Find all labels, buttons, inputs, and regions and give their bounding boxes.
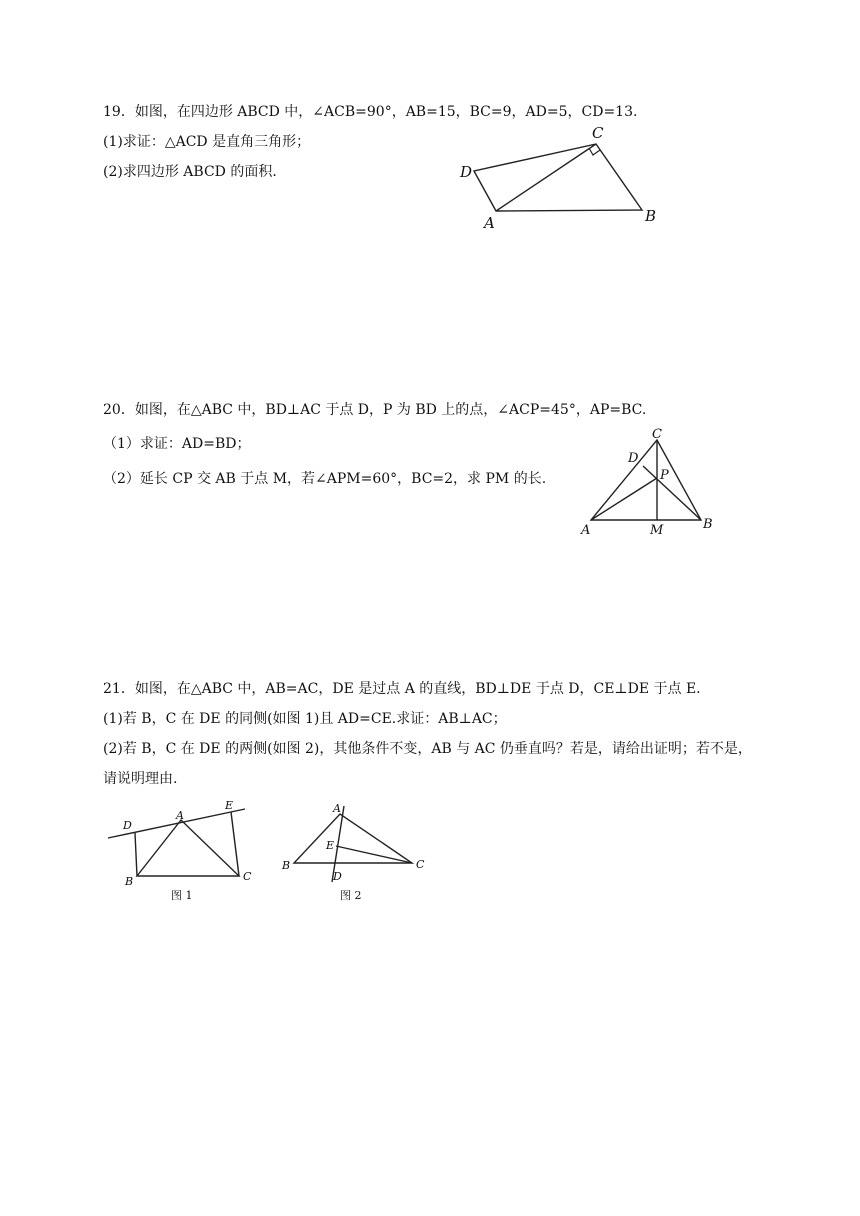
q21-fig2-label-d: D — [333, 870, 342, 883]
q21-fig2-label-c: C — [416, 858, 425, 871]
q21-fig2-label-b: B — [282, 859, 291, 872]
q19-label-c: C — [592, 124, 604, 142]
q20-label-b: B — [703, 517, 713, 532]
q19-figure — [450, 118, 670, 236]
q19-part2: (2)求四边形 ABCD 的面积． — [103, 164, 287, 180]
q19-stem: 19．如图，在四边形 ABCD 中，∠ACB=90°，AB=15，BC=9，AD=5，CD=13. — [103, 104, 638, 120]
q20-triangle-abc — [591, 440, 701, 520]
q21-fig1-label-b: B — [125, 875, 134, 888]
q19-quadrilateral — [474, 144, 642, 211]
q21-part2-line1: (2)若 B，C 在 DE 的两侧(如图 2)，其他条件不变，AB 与 AC 仍垂直吗？若是，请给出证明；若不是， — [103, 741, 752, 757]
q20-label-m: M — [650, 523, 664, 538]
q21-fig1-segment-bd — [135, 833, 137, 876]
q21-fig1-label-e: E — [225, 799, 234, 812]
q21-fig1-label-d: D — [123, 819, 132, 832]
q19-label-d: D — [460, 163, 473, 181]
q19-part1: (1)求证：△ACD 是直角三角形； — [103, 134, 311, 150]
q20-part1: （1）求证：AD=BD； — [103, 436, 251, 452]
q21-fig2-label-e: E — [326, 839, 335, 852]
q21-stem: 21．如图，在△ABC 中，AB=AC，DE 是过点 A 的直线，BD⊥DE 于点 D，CE⊥DE 于点 E. — [103, 681, 701, 697]
q19-label-a: A — [484, 214, 495, 232]
q20-segment-ap — [591, 478, 657, 520]
q20-stem: 20．如图，在△ABC 中，BD⊥AC 于点 D，P 为 BD 上的点，∠ACP=45°，AP=BC. — [103, 402, 647, 418]
q20-label-c: C — [652, 427, 662, 442]
q21-fig2-caption: 图 2 — [340, 889, 362, 902]
q21-fig1-label-c: C — [243, 870, 252, 883]
q19-right-angle-mark — [589, 148, 600, 155]
q20-label-d: D — [628, 451, 639, 466]
q21-figure-1 — [100, 796, 260, 892]
q21-fig2-label-a: A — [333, 802, 341, 815]
q19-label-b: B — [645, 207, 657, 225]
q21-fig1-segment-ce — [231, 812, 239, 876]
q21-figure-2 — [278, 796, 438, 892]
q20-label-p: P — [660, 468, 669, 483]
q20-part2: （2）延长 CP 交 AB 于点 M，若∠APM=60°，BC=2，求 PM 的长. — [103, 471, 547, 487]
q21-fig1-label-a: A — [176, 809, 184, 822]
q20-segment-bd — [643, 466, 701, 520]
q19-diagonal-ac — [496, 144, 596, 211]
q20-label-a: A — [581, 523, 591, 538]
q21-fig2-triangle-abc — [294, 814, 412, 863]
q21-fig1-caption: 图 1 — [171, 889, 193, 902]
q21-part2-line2: 请说明理由. — [103, 771, 178, 787]
q21-part1: (1)若 B，C 在 DE 的同侧(如图 1)且 AD=CE.求证：AB⊥AC； — [103, 711, 507, 727]
q20-figure — [575, 422, 725, 542]
